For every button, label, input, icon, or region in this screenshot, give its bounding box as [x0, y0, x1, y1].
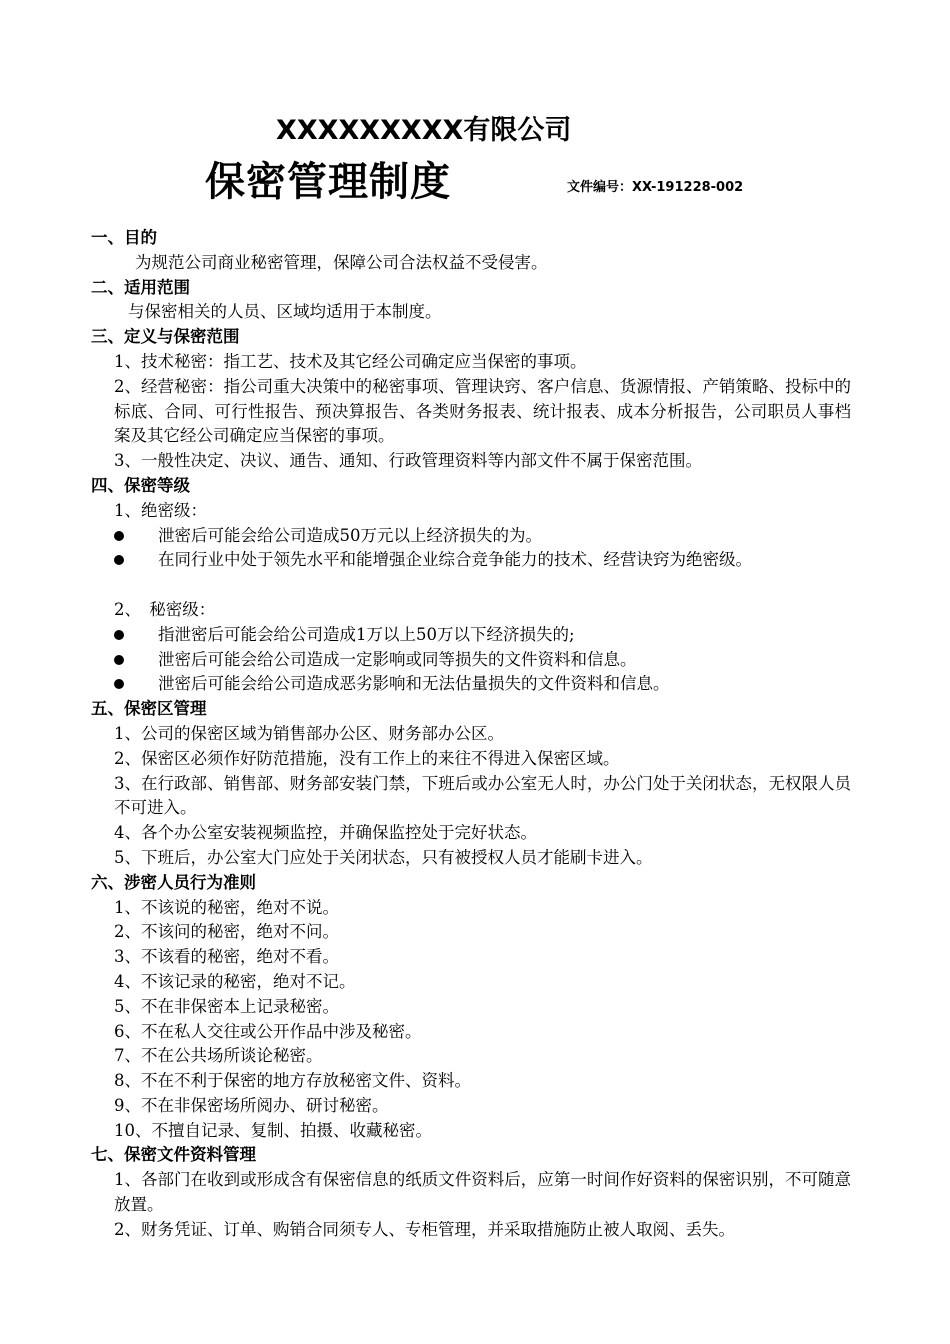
bullet-item: 泄密后可能会给公司造成50万元以上经济损失的为。 — [91, 524, 851, 549]
bullet-icon — [114, 555, 124, 565]
list-item: 2、财务凭证、订单、购销合同须专人、专柜管理，并采取措施防止被人取阅、丢失。 — [114, 1219, 735, 1239]
bullet-item: 指泄密后可能会给公司造成1万以上50万以下经济损失的; — [91, 623, 851, 648]
list-item: 10、不擅自记录、复制、拍摄、收藏秘密。 — [114, 1120, 432, 1140]
bullet-item: 泄密后可能会给公司造成一定影响或同等损失的文件资料和信息。 — [91, 648, 851, 673]
list-item: 6、不在私人交往或公开作品中涉及秘密。 — [114, 1021, 422, 1041]
list-item: 3、一般性决定、决议、通告、通知、行政管理资料等内部文件不属于保密范围。 — [114, 451, 702, 471]
section-heading: 三、定义与保密范围 — [91, 327, 240, 347]
list-item: 3、在行政部、销售部、财务部安装门禁，下班后或办公室无人时，办公门处于关闭状态，无权限人员不可进入。 — [114, 773, 851, 818]
bullet-icon — [114, 630, 124, 640]
level-label: 1、绝密级： — [114, 500, 207, 520]
document-body — [91, 226, 851, 1243]
list-item: 8、不在不利于保密的地方存放秘密文件、资料。 — [114, 1071, 471, 1091]
section-heading: 二、适用范围 — [91, 277, 190, 297]
list-item: 1、技术秘密：指工艺、技术及其它经公司确定应当保密的事项。 — [114, 351, 587, 371]
list-item: 1、不该说的秘密，绝对不说。 — [114, 897, 339, 917]
section-heading: 一、目的 — [91, 228, 157, 247]
company-name: XXXXXXXXX有限公司 — [276, 115, 572, 146]
section-heading: 四、保密等级 — [91, 475, 190, 495]
section-text: 与保密相关的人员、区域均适用于本制度。 — [128, 302, 442, 322]
list-item: 9、不在非保密场所阅办、研讨秘密。 — [114, 1095, 389, 1115]
spacer — [91, 573, 851, 598]
list-item: 4、不该记录的秘密，绝对不记。 — [114, 971, 356, 991]
bullet-icon — [114, 655, 124, 665]
list-item: 1、公司的保密区域为销售部办公区、财务部办公区。 — [114, 723, 504, 743]
list-item: 2、经营秘密：指公司重大决策中的秘密事项、管理诀窍、客户信息、货源情报、产销策略、投标中的标底、合同、可行性报告、预决算报告、各类财务报表、统计报表、成本分析报告，公司职员人事档案及其它经公司确定应当保密的事项。 — [114, 376, 851, 446]
list-item: 7、不在公共场所谈论秘密。 — [114, 1046, 323, 1066]
document-title: 保密管理制度 — [205, 159, 451, 205]
list-item: 5、下班后，办公室大门应处于关闭状态，只有被授权人员才能刷卡进入。 — [114, 847, 653, 867]
document-number: 文件编号：XX-191228-002 — [567, 180, 744, 195]
list-item: 1、各部门在收到或形成含有保密信息的纸质文件资料后，应第一时间作好资料的保密识别，不可随意放置。 — [114, 1170, 851, 1215]
section-text: 为规范公司商业秘密管理，保障公司合法权益不受侵害。 — [135, 252, 548, 272]
bullet-icon — [114, 679, 124, 689]
level-label: 2、 秘密级： — [114, 599, 216, 619]
bullet-item: 泄密后可能会给公司造成恶劣影响和无法估量损失的文件资料和信息。 — [91, 672, 851, 697]
bullet-icon — [114, 531, 124, 541]
list-item: 2、不该问的秘密，绝对不问。 — [114, 922, 339, 942]
section-heading: 五、保密区管理 — [91, 699, 207, 719]
section-heading: 六、涉密人员行为准则 — [91, 872, 256, 892]
list-item: 5、不在非保密本上记录秘密。 — [114, 996, 339, 1016]
list-item: 4、各个办公室安装视频监控，并确保监控处于完好状态。 — [114, 823, 537, 843]
list-item: 2、保密区必须作好防范措施，没有工作上的来往不得进入保密区域。 — [114, 748, 620, 768]
list-item: 3、不该看的秘密，绝对不看。 — [114, 947, 339, 967]
bullet-item: 在同行业中处于领先水平和能增强企业综合竞争能力的技术、经营诀窍为绝密级。 — [91, 548, 851, 573]
section-heading: 七、保密文件资料管理 — [91, 1145, 256, 1165]
